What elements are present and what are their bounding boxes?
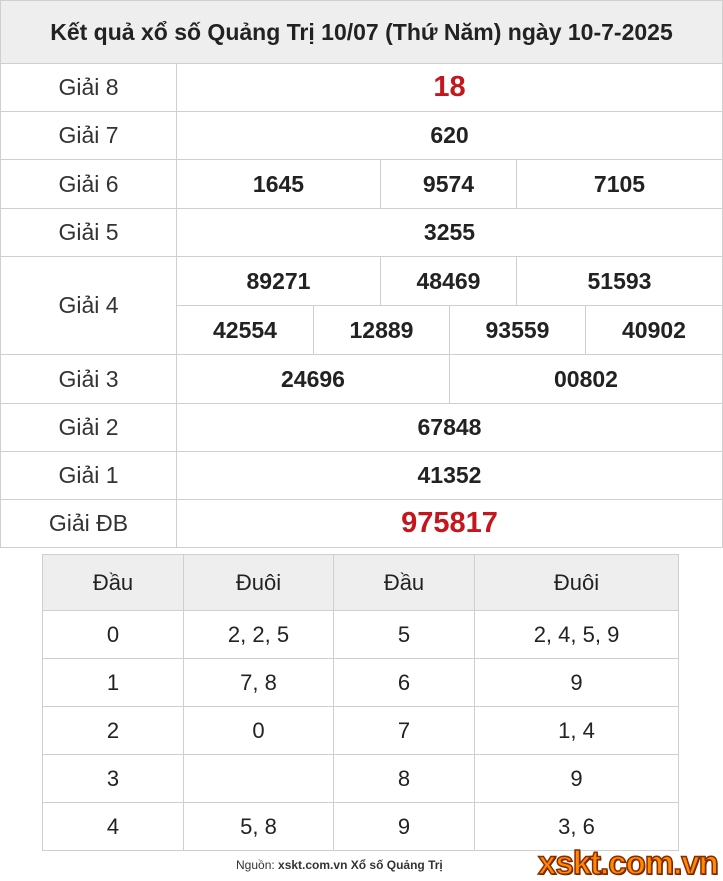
prize-number: 1645 bbox=[252, 170, 305, 197]
loto-cell: 5, 8 bbox=[184, 803, 334, 851]
prize-label: Giải 4 bbox=[1, 257, 177, 355]
prize-label: Giải 1 bbox=[1, 452, 177, 500]
loto-header: Đầu bbox=[334, 555, 475, 611]
prize-number: 9574 bbox=[380, 160, 516, 208]
prize-number: 18 bbox=[177, 64, 723, 112]
loto-cell bbox=[184, 755, 334, 803]
source-suffix: Xổ số Quảng Trị bbox=[347, 858, 443, 872]
loto-cell: 9 bbox=[475, 659, 679, 707]
loto-cell: 9 bbox=[334, 803, 475, 851]
loto-cell: 6 bbox=[334, 659, 475, 707]
loto-row bbox=[43, 755, 679, 803]
loto-cell: 2, 4, 5, 9 bbox=[475, 611, 679, 659]
loto-cell: 7, 8 bbox=[184, 659, 334, 707]
prize-label: Giải ĐB bbox=[1, 500, 177, 548]
prize-number: 7105 bbox=[516, 160, 722, 208]
results-table bbox=[0, 63, 723, 548]
loto-cell: 3, 6 bbox=[475, 803, 679, 851]
loto-row bbox=[43, 611, 679, 659]
prize-row-g6 bbox=[1, 160, 723, 209]
loto-cell: 4 bbox=[43, 803, 184, 851]
loto-cell: 1, 4 bbox=[475, 707, 679, 755]
loto-cell: 0 bbox=[43, 611, 184, 659]
loto-table bbox=[42, 554, 679, 851]
loto-cell: 2, 2, 5 bbox=[184, 611, 334, 659]
prize-row-g7 bbox=[1, 112, 723, 160]
prize-number: 48469 bbox=[380, 257, 516, 305]
brand-logo: xskt.com.vn bbox=[538, 844, 718, 881]
loto-cell: 9 bbox=[475, 755, 679, 803]
prize-numbers-cell bbox=[177, 257, 723, 355]
prize-number: 12889 bbox=[313, 306, 449, 354]
prize-row-g8 bbox=[1, 64, 723, 112]
prize-row-g2 bbox=[1, 404, 723, 452]
prize-row-g5 bbox=[1, 209, 723, 257]
prize-number: 3255 bbox=[177, 209, 723, 257]
loto-cell: 1 bbox=[43, 659, 184, 707]
prize-row-g1 bbox=[1, 452, 723, 500]
prize-label: Giải 3 bbox=[1, 355, 177, 404]
loto-row bbox=[43, 707, 679, 755]
loto-cell: 2 bbox=[43, 707, 184, 755]
source-credit bbox=[236, 858, 443, 872]
loto-cell: 8 bbox=[334, 755, 475, 803]
prize-number: 93559 bbox=[449, 306, 585, 354]
prize-number: 41352 bbox=[177, 452, 723, 500]
source-prefix: Nguồn: bbox=[236, 858, 279, 872]
loto-header: Đuôi bbox=[184, 555, 334, 611]
prize-number: 24696 bbox=[281, 365, 345, 392]
prize-number: 51593 bbox=[516, 257, 722, 305]
prize-numbers-cell bbox=[177, 160, 723, 209]
prize-row-gdb bbox=[1, 500, 723, 548]
prize-number: 620 bbox=[177, 112, 723, 160]
prize-numbers-cell bbox=[177, 355, 723, 404]
prize-row-g3 bbox=[1, 355, 723, 404]
prize-row-g4 bbox=[1, 257, 723, 355]
loto-cell: 3 bbox=[43, 755, 184, 803]
loto-header-row bbox=[43, 555, 679, 611]
loto-header: Đuôi bbox=[475, 555, 679, 611]
page-title: Kết quả xổ số Quảng Trị 10/07 (Thứ Năm) ngày 10-7-2025 bbox=[0, 0, 723, 64]
prize-number: 89271 bbox=[246, 267, 311, 294]
prize-number: 67848 bbox=[177, 404, 723, 452]
prize-number: 00802 bbox=[449, 355, 722, 403]
prize-number: 40902 bbox=[585, 306, 722, 354]
prize-label: Giải 5 bbox=[1, 209, 177, 257]
source-link[interactable]: xskt.com.vn bbox=[278, 858, 348, 872]
loto-header: Đầu bbox=[43, 555, 184, 611]
loto-cell: 0 bbox=[184, 707, 334, 755]
prize-number: 42554 bbox=[213, 316, 277, 343]
jackpot-number: 975817 bbox=[177, 500, 723, 548]
loto-row bbox=[43, 659, 679, 707]
loto-cell: 7 bbox=[334, 707, 475, 755]
loto-cell: 5 bbox=[334, 611, 475, 659]
prize-label: Giải 6 bbox=[1, 160, 177, 209]
prize-label: Giải 7 bbox=[1, 112, 177, 160]
prize-label: Giải 2 bbox=[1, 404, 177, 452]
prize-label: Giải 8 bbox=[1, 64, 177, 112]
